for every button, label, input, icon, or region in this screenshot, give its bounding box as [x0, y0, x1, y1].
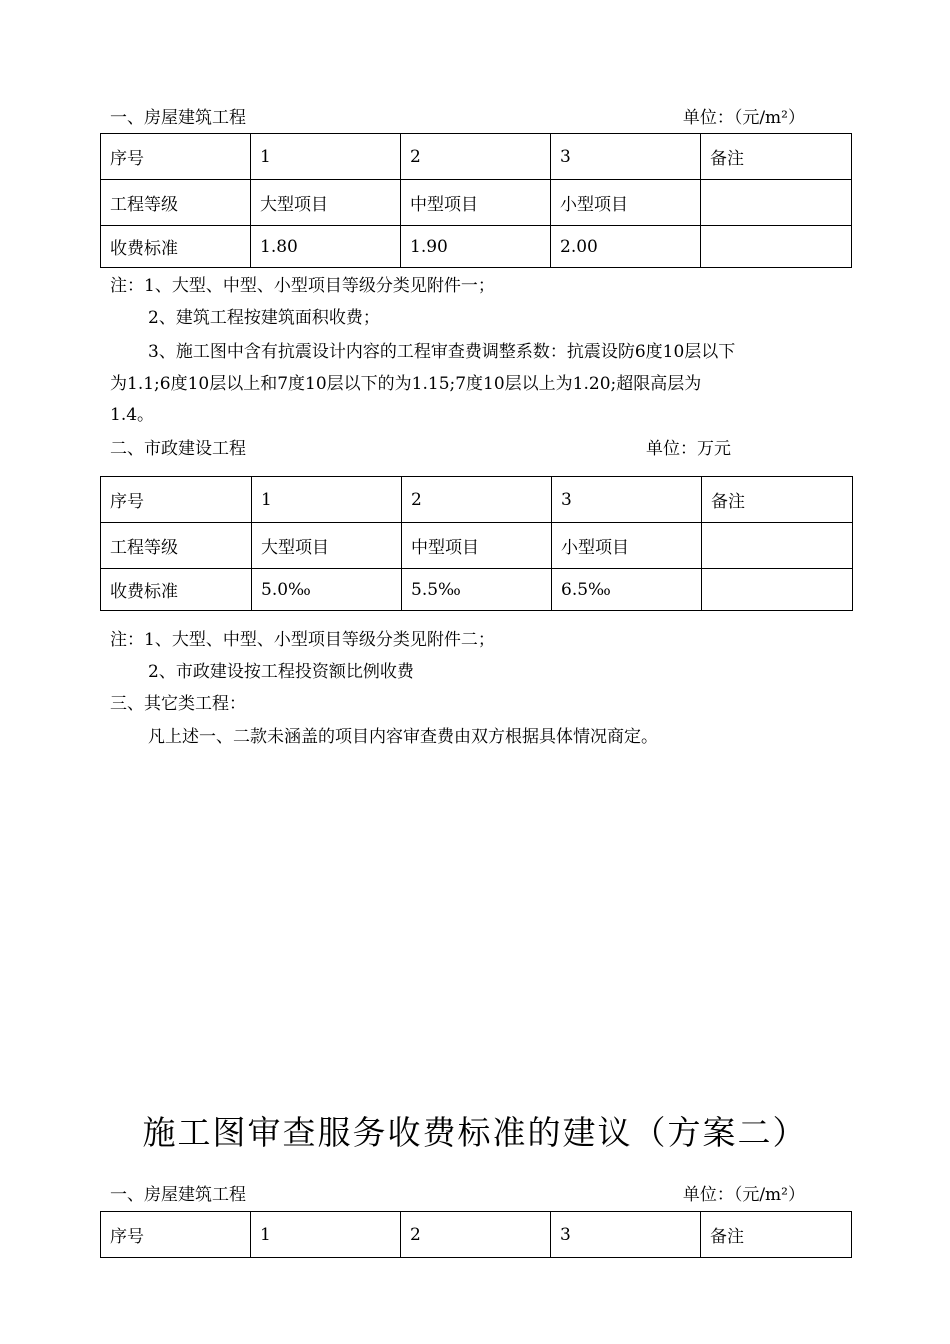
table-cell: 中型项目	[401, 180, 551, 226]
table-cell: 收费标准	[101, 569, 252, 611]
section1-unit: 单位：（元/m²）	[682, 108, 805, 128]
table-cell: 1.90	[401, 226, 551, 268]
section3-text: 凡上述一、二款未涵盖的项目内容审查费由双方根据具体情况商定。	[148, 727, 658, 747]
section2-unit: 单位：万元	[646, 439, 731, 459]
section3-title: 三、其它类工程：	[110, 694, 246, 714]
plan2-title: 施工图审查服务收费标准的建议（方案二）	[142, 1113, 808, 1152]
table-cell	[701, 226, 852, 268]
section1-note-1: 注：1、大型、中型、小型项目等级分类见附件一；	[110, 276, 495, 296]
table-cell: 小型项目	[551, 180, 701, 226]
section1-title: 一、房屋建筑工程	[110, 108, 246, 128]
section1-note-2: 2、建筑工程按建筑面积收费；	[148, 308, 380, 328]
table-cell: 1.80	[251, 226, 401, 268]
table-cell: 1	[251, 134, 401, 180]
table-cell: 6.5‰	[552, 569, 702, 611]
table-cell	[701, 180, 852, 226]
table-cell: 3	[552, 477, 702, 523]
table-cell: 大型项目	[251, 180, 401, 226]
table-row	[101, 523, 853, 569]
section2-title: 二、市政建设工程	[110, 439, 246, 459]
section2-table	[100, 476, 853, 611]
table-cell: 3	[551, 134, 701, 180]
table-cell: 中型项目	[402, 523, 552, 569]
section2-note-2: 2、市政建设按工程投资额比例收费	[148, 662, 414, 682]
table-cell: 小型项目	[552, 523, 702, 569]
table-cell: 5.0‰	[252, 569, 402, 611]
plan2-table	[100, 1211, 852, 1258]
table-cell	[702, 569, 853, 611]
table-header-row	[101, 134, 852, 180]
table-cell: 工程等级	[101, 523, 252, 569]
table-cell: 备注	[702, 477, 853, 523]
table-cell: 1	[252, 477, 402, 523]
table-row	[101, 226, 852, 268]
table-cell: 收费标准	[101, 226, 251, 268]
plan2-section-title: 一、房屋建筑工程	[110, 1185, 246, 1205]
table-cell: 序号	[101, 477, 252, 523]
table-header-row	[101, 477, 853, 523]
table-cell: 1	[251, 1212, 401, 1258]
table-cell: 2	[401, 134, 551, 180]
plan2-unit: 单位：（元/m²）	[682, 1185, 805, 1205]
table-header-row	[101, 1212, 852, 1258]
section1-note-3-line1: 3、施工图中含有抗震设计内容的工程审查费调整系数：抗震设防6度10层以下	[148, 342, 736, 362]
table-cell: 2	[402, 477, 552, 523]
table-row	[101, 569, 853, 611]
table-cell: 备注	[701, 134, 852, 180]
table-cell: 序号	[101, 1212, 251, 1258]
table-cell: 2.00	[551, 226, 701, 268]
section2-note-1: 注：1、大型、中型、小型项目等级分类见附件二；	[110, 630, 495, 650]
table-cell: 工程等级	[101, 180, 251, 226]
section1-note-3-line2: 为1.1;6度10层以上和7度10层以下的为1.15;7度10层以上为1.20;超限高层为	[110, 374, 702, 394]
table-cell	[702, 523, 853, 569]
table-row	[101, 180, 852, 226]
section1-note-3-line3: 1.4。	[110, 405, 155, 425]
table-cell: 备注	[701, 1212, 852, 1258]
section1-table	[100, 133, 852, 268]
table-cell: 2	[401, 1212, 551, 1258]
table-cell: 序号	[101, 134, 251, 180]
table-cell: 大型项目	[252, 523, 402, 569]
table-cell: 5.5‰	[402, 569, 552, 611]
table-cell: 3	[551, 1212, 701, 1258]
